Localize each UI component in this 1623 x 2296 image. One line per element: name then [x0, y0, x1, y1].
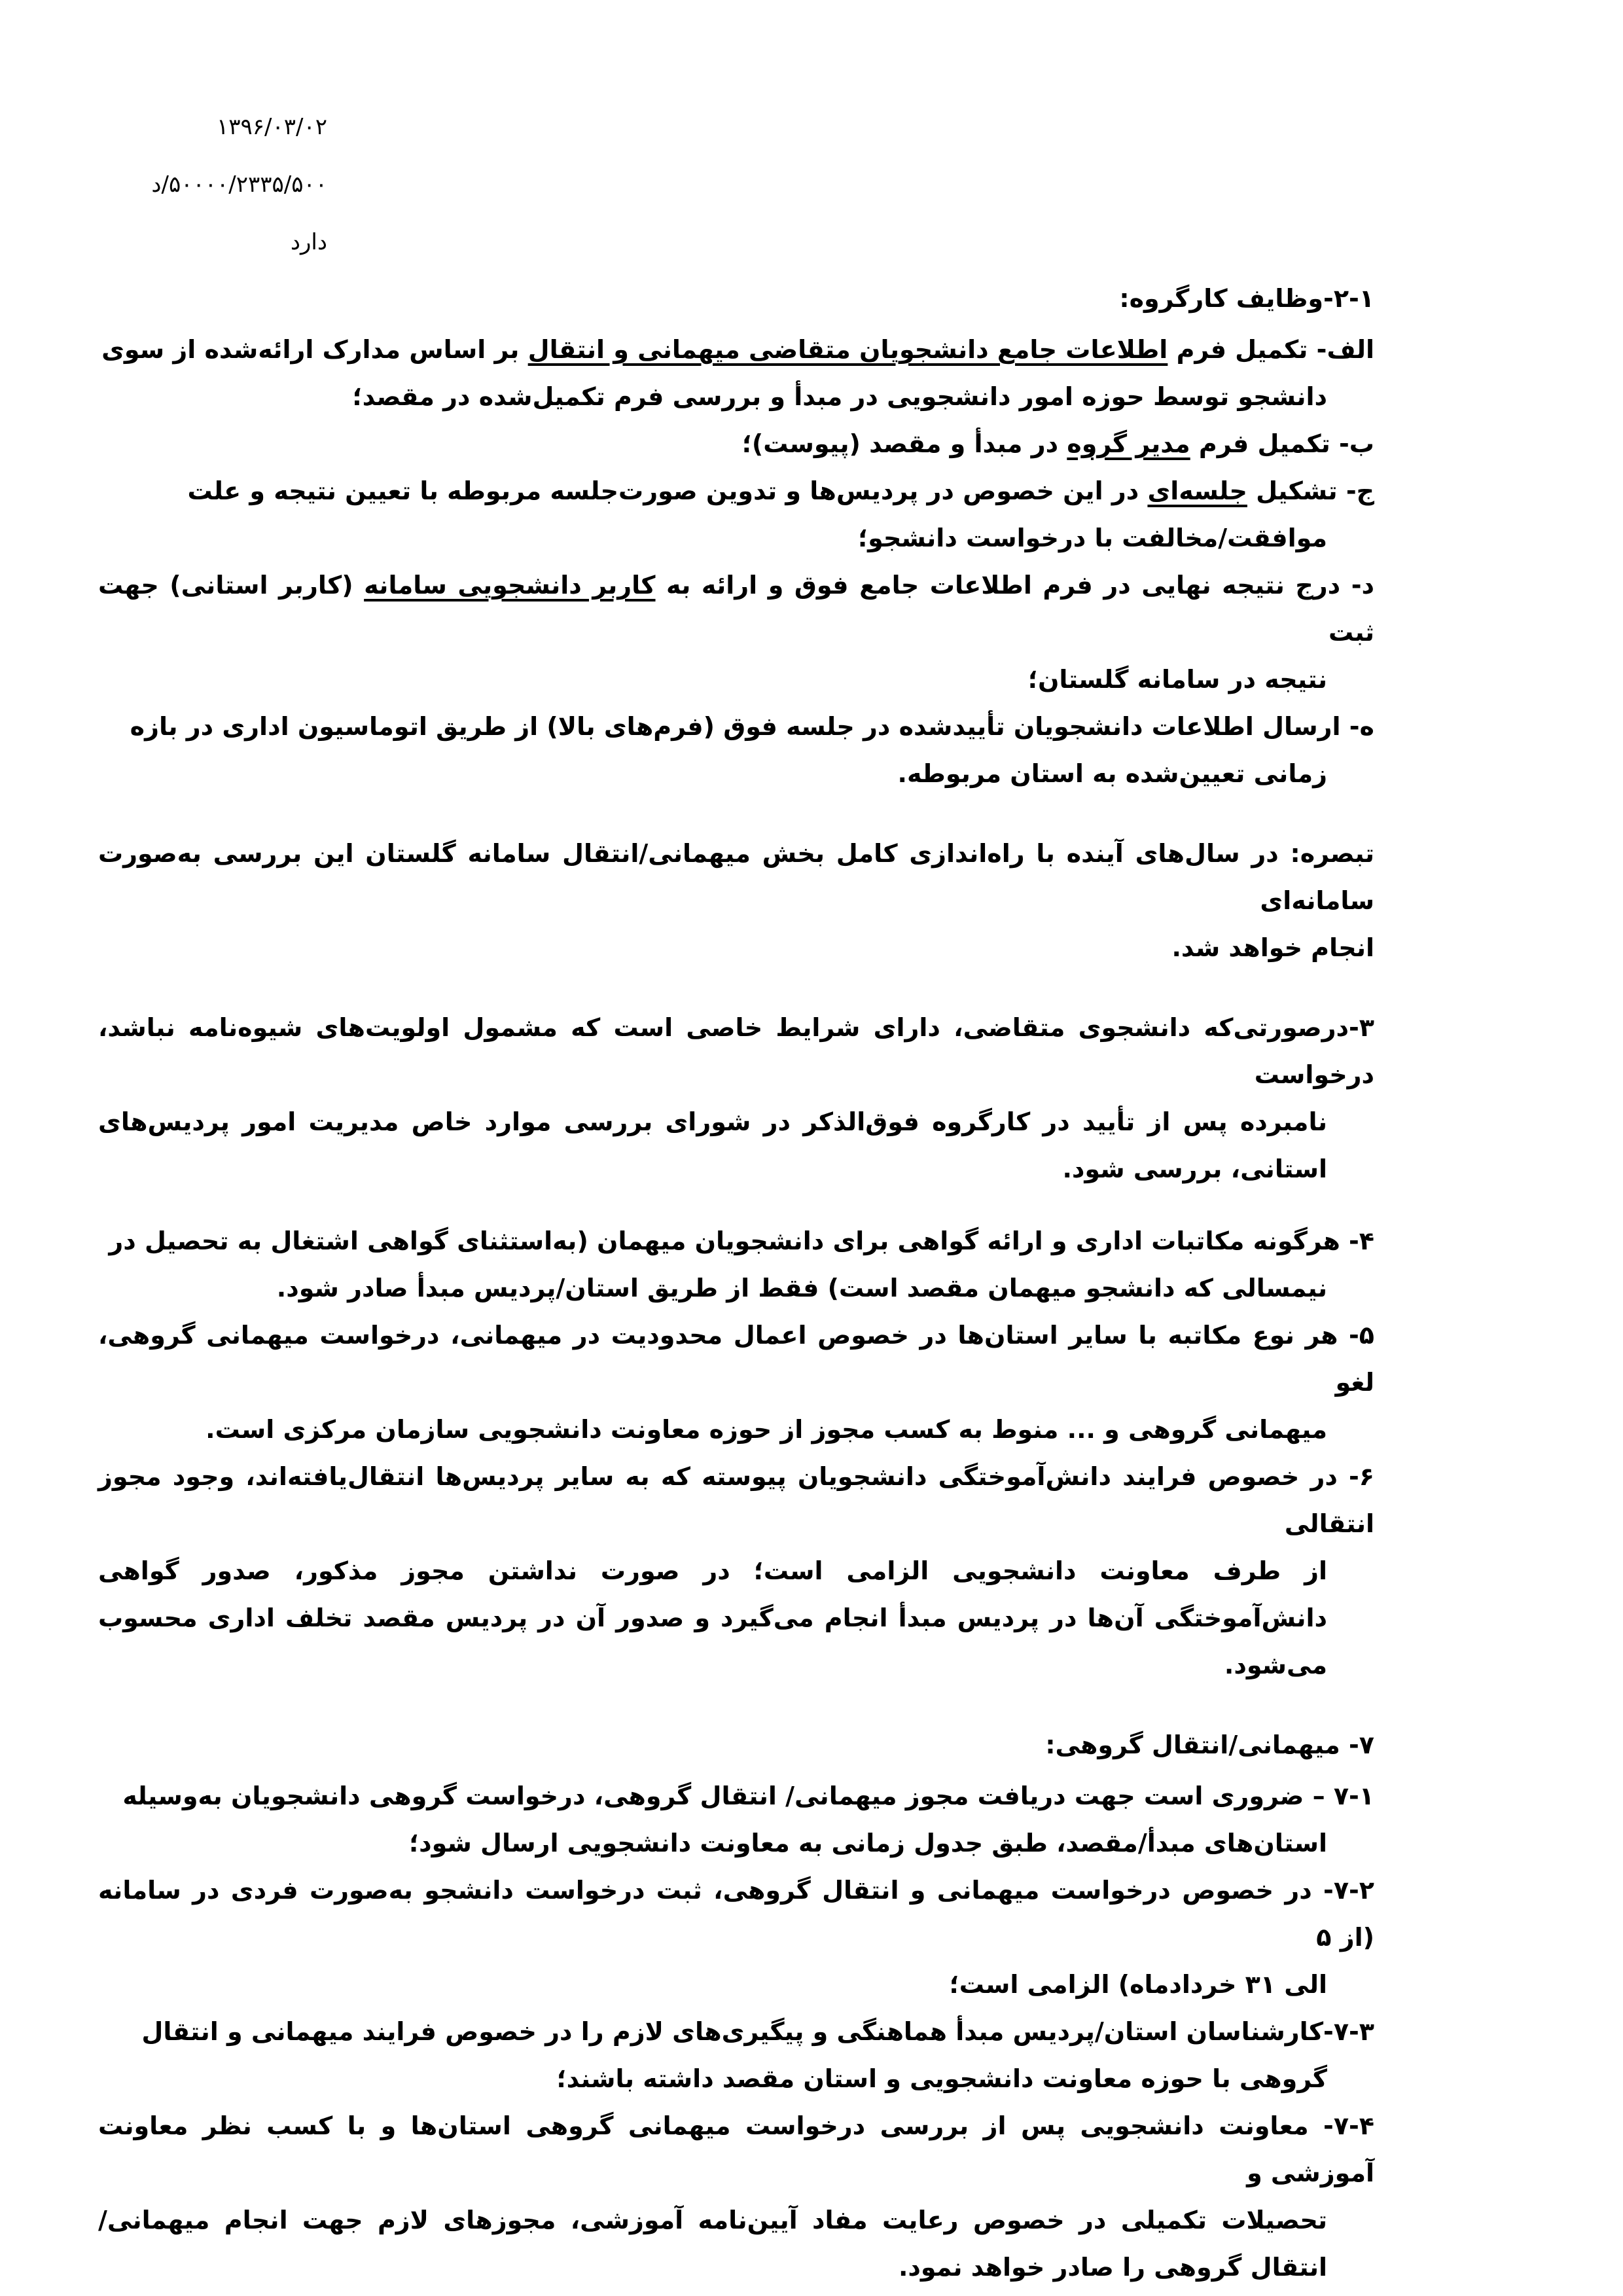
- clause-4: [98, 1217, 1374, 1312]
- section-2-1-list: [98, 326, 1374, 797]
- item-text: در مبدأ و مقصد (پیوست)؛: [741, 429, 1067, 458]
- note-line: تبصره: در سال‌های آینده با راه‌اندازی کامل بخش میهمانی/انتقال سامانه گلستان این بررسی به‌صورت سامانه‌ای: [98, 839, 1374, 915]
- clause-first-line: ۶- در خصوص فرایند دانش‌آموختگی دانشجویان پیوسته که به سایر پردیس‌ها انتقال‌یافته‌اند، وجود مجوز انتقالی: [98, 1462, 1374, 1538]
- clause-first-line: ۳-درصورتی‌که دانشجوی متقاضی، دارای شرایط خاصی است که مشمول اولویت‌های شیوه‌نامه نباشد، درخواست: [98, 1013, 1374, 1089]
- letter-number: ۵۰۰۰۰/۲۳۳۵/۵۰۰/د: [151, 171, 327, 198]
- list-item: [98, 562, 1374, 703]
- list-item: [98, 420, 1374, 467]
- clause-3: [98, 1004, 1374, 1193]
- letter-attachment: دارد: [290, 229, 327, 255]
- underlined-term: جلسه‌ای: [1147, 476, 1247, 505]
- underlined-term: مدیر گروه: [1067, 429, 1190, 458]
- item-text: ج- تشکیل: [1247, 476, 1374, 505]
- section-7-list: [98, 1772, 1374, 2291]
- list-item: [98, 1772, 1374, 1867]
- list-item: [98, 1867, 1374, 2008]
- note-paragraph: [98, 830, 1374, 971]
- clause-continuation: نامبرده پس از تأیید در کارگروه فوق‌الذکر در شورای بررسی موارد خاص مدیریت امور پردیس‌های استانی، بررسی شود.: [98, 1107, 1327, 1183]
- item-first-line: ۷-۲- در خصوص درخواست میهمانی و انتقال گروهی، ثبت درخواست دانشجو به‌صورت فردی در سامانه (از ۵: [98, 1876, 1374, 1952]
- item-text: بر اساس مدارک ارائه‌شده از سوی: [101, 335, 528, 364]
- item-continuation: زمانی تعیین‌شده به استان مربوطه.: [897, 759, 1327, 788]
- clause-6: [98, 1453, 1374, 1689]
- document-body: [98, 275, 1374, 2291]
- clause-first-line: ۵- هر نوع مکاتبه با سایر استان‌ها در خصوص اعمال محدودیت در میهمانی، درخواست میهمانی گروهی، لغو: [98, 1321, 1374, 1397]
- item-first-line: ۷-۴- معاونت دانشجویی پس از بررسی درخواست میهمانی گروهی استان‌ها و با کسب نظر معاونت آموزشی و: [98, 2111, 1374, 2187]
- list-item: [98, 2008, 1374, 2102]
- item-text: الف- تکمیل فرم: [1168, 335, 1374, 364]
- item-continuation: موافقت/مخالفت با درخواست دانشجو؛: [857, 524, 1327, 552]
- clause-continuation: از طرف معاونت دانشجویی الزامی است؛ در صورت نداشتن مجوز مذکور، صدور گواهی دانش‌آموختگی آن‌ها در پردیس مبدأ انجام می‌گیرد و صدور آن در پردیس مقصد تخلف اداری محسوب می‌شود.: [98, 1556, 1327, 1679]
- clause-continuation: میهمانی گروهی و ... منوط به کسب مجوز از حوزه معاونت دانشجویی سازمان مرکزی است.: [205, 1415, 1327, 1444]
- item-continuation: نتیجه در سامانه گلستان؛: [1027, 665, 1327, 694]
- clause-first-line: ۴- هرگونه مکاتبات اداری و ارائه گواهی برای دانشجویان میهمان (به‌استثنای گواهی اشتغال به تحصیل در: [109, 1227, 1374, 1255]
- letter-date: ۱۳۹۶/۰۳/۰۲: [216, 114, 327, 140]
- item-continuation: گروهی با حوزه معاونت دانشجویی و استان مقصد داشته باشند؛: [556, 2064, 1327, 2093]
- item-first-line: ۷-۳-کارشناسان استان/پردیس مبدأ هماهنگی و پیگیری‌های لازم را در خصوص فرایند میهمانی و انتقال: [141, 2017, 1374, 2046]
- section-2-1-heading: ۲-۱-وظایف کارگروه:: [1119, 284, 1374, 313]
- item-continuation: دانشجو توسط حوزه امور دانشجویی در مبدأ و بررسی فرم تکمیل‌شده در مقصد؛: [352, 382, 1327, 411]
- item-continuation: تحصیلات تکمیلی در خصوص رعایت مفاد آیین‌نامه آموزشی، مجوزهای لازم جهت انجام میهمانی/انتقال گروهی را صادر خواهد نمود.: [98, 2206, 1327, 2282]
- list-item: [98, 467, 1374, 562]
- item-text: در این خصوص در پردیس‌ها و تدوین صورت‌جلسه مربوطه با تعیین نتیجه و علت: [187, 476, 1148, 505]
- item-text: (کاربر استانی) جهت ثبت: [98, 571, 1374, 647]
- item-text: ب- تکمیل فرم: [1190, 429, 1374, 458]
- item-first-line: ۷-۱ – ضروری است جهت دریافت مجوز میهمانی/ انتقال گروهی، درخواست گروهی دانشجویان به‌وسیله: [122, 1782, 1374, 1810]
- item-text: ه- ارسال اطلاعات دانشجویان تأییدشده در جلسه فوق (فرم‌های بالا) از طریق اتوماسیون اداری در بازه: [130, 712, 1374, 741]
- clause-continuation: نیمسالی که دانشجو میهمان مقصد است) فقط از طریق استان/پردیس مبدأ صادر شود.: [276, 1274, 1327, 1302]
- section-7-heading: ۷- میهمانی/انتقال گروهی:: [1045, 1731, 1374, 1759]
- clause-5: [98, 1312, 1374, 1453]
- item-text: د- درج نتیجه نهایی در فرم اطلاعات جامع فوق و ارائه به: [655, 571, 1374, 600]
- item-continuation: استان‌های مبدأ/مقصد، طبق جدول زمانی به معاونت دانشجویی ارسال شود؛: [408, 1829, 1327, 1857]
- list-item: [98, 703, 1374, 797]
- underlined-term: کاربر دانشجویی سامانه: [364, 571, 656, 600]
- note-line: انجام خواهد شد.: [1171, 933, 1374, 962]
- item-continuation: الی ۳۱ خردادماه) الزامی است؛: [949, 1970, 1327, 1999]
- underlined-term: اطلاعات جامع دانشجویان متقاضی میهمانی و انتقال: [527, 335, 1168, 364]
- list-item: [98, 326, 1374, 420]
- list-item: [98, 2102, 1374, 2291]
- letter-meta: [79, 98, 327, 271]
